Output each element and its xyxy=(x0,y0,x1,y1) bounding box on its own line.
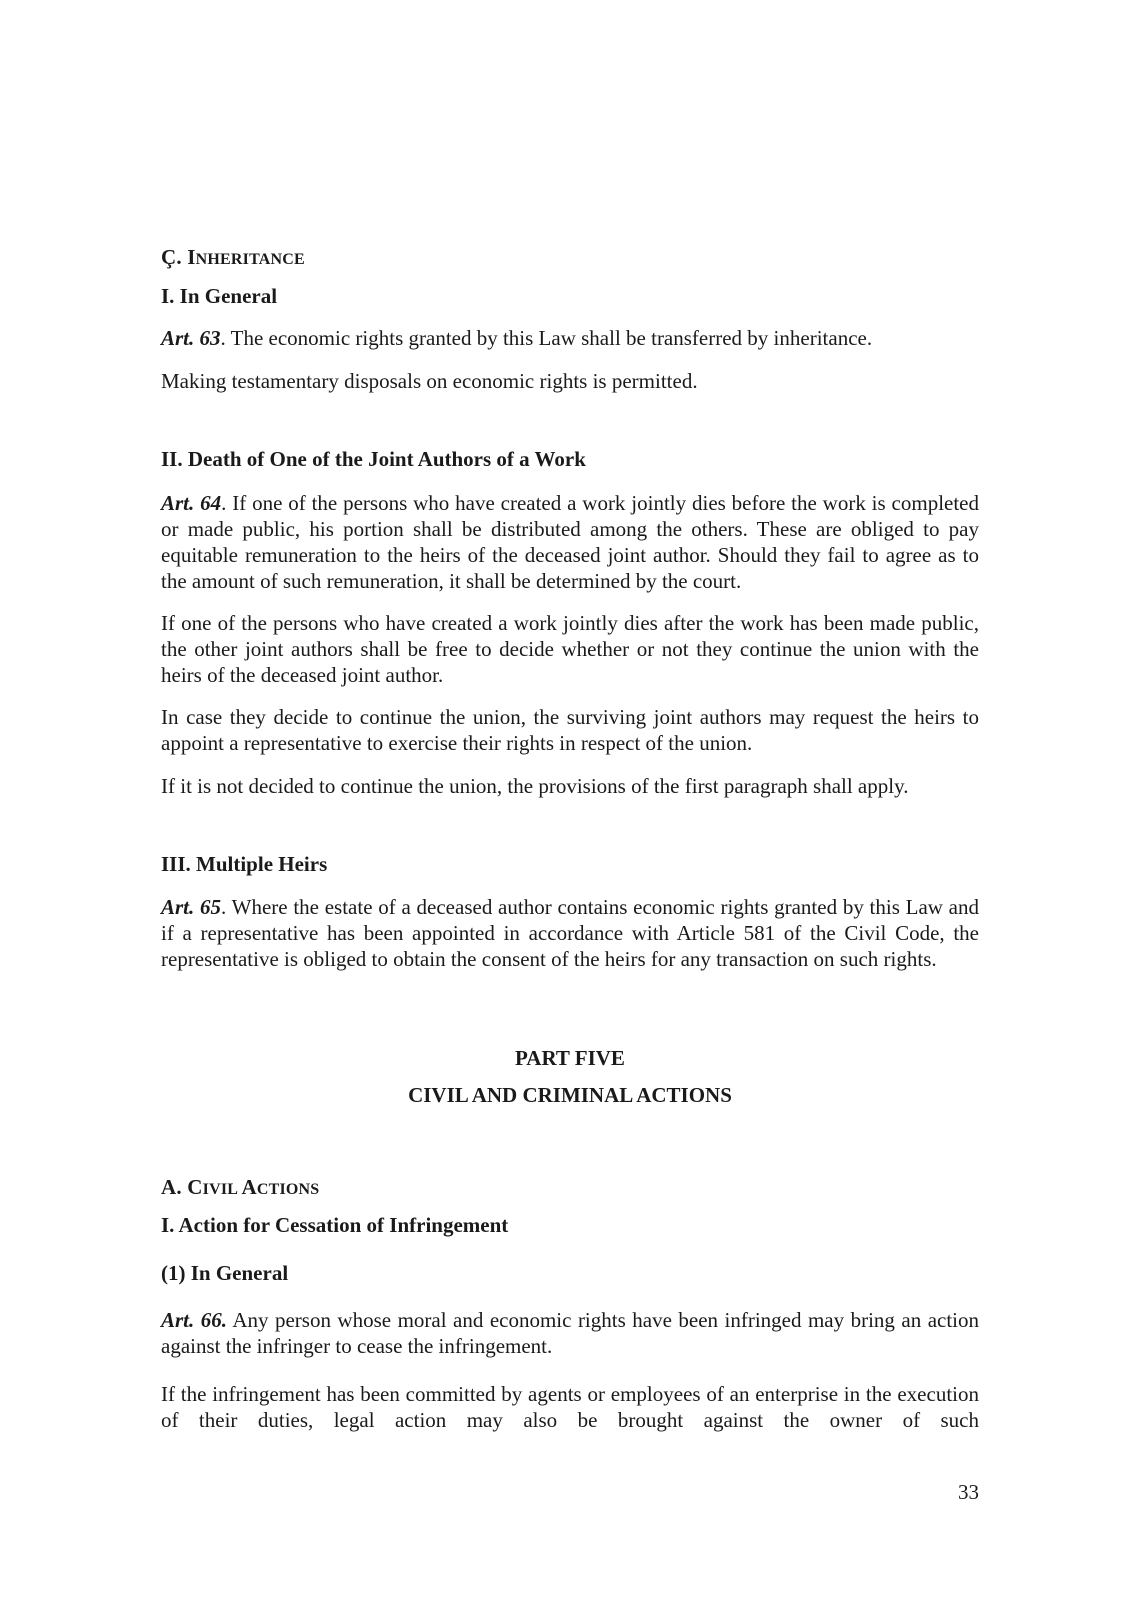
subheading-cessation: I. Action for Cessation of Infringement xyxy=(161,1213,509,1237)
article-64-paragraph-2: If one of the persons who have created a work jointly dies after the work has been made public, the other joint authors shall be free to decide whether or not they continue the union with the heirs of the deceased joint author. xyxy=(161,611,979,687)
article-66-paragraph-2: If the infringement has been committed by agents or employees of an enterprise in the execution of their duties, legal action may also be brought against the owner of such xyxy=(161,1382,979,1432)
part-title: PART FIVE xyxy=(515,1046,625,1070)
article-64-paragraph: Art. 64. If one of the persons who have created a work jointly dies before the work is completed or made public, his portion shall be distributed among the others. These are obliged to pay equitable remuneration to the heirs of the deceased joint author. Should they fail to agree as to the amount of such remuneration, it shall be determined by the court. xyxy=(161,491,980,593)
article-63-paragraph: Art. 63. The economic rights granted by this Law shall be transferred by inheritance. xyxy=(161,326,873,350)
subheading-in-general: I. In General xyxy=(161,284,278,308)
subheading-multiple-heirs: III. Multiple Heirs xyxy=(161,852,328,876)
part-subtitle: CIVIL AND CRIMINAL ACTIONS xyxy=(408,1083,732,1107)
article-64-paragraph-4: If it is not decided to continue the union, the provisions of the first paragraph shall apply. xyxy=(161,774,909,798)
article-64-paragraph-3: In case they decide to continue the union, the surviving joint authors may request the heirs to appoint a representative to exercise their rights in respect of the union. xyxy=(161,705,979,755)
article-66-paragraph: Art. 66. Any person whose moral and economic rights have been infringed may bring an action against the infringer to cease the infringement. xyxy=(161,1308,980,1358)
page-number: 33 xyxy=(958,1480,979,1504)
article-63-paragraph-2: Making testamentary disposals on economic rights is permitted. xyxy=(161,369,698,393)
subheading-death-joint-author: II. Death of One of the Joint Authors of a Work xyxy=(161,447,586,471)
section-heading-civil-actions: A. CIVIL ACTIONS xyxy=(161,1175,320,1199)
subheading-in-general-2: (1) In General xyxy=(161,1261,289,1285)
section-heading-inheritance: Ç. INHERITANCE xyxy=(161,245,305,269)
article-65-paragraph: Art. 65. Where the estate of a deceased author contains economic rights granted by this Law and if a representative has been appointed in accordance with Article 581 of the Civil Code, the representative is obliged to obtain the consent of the heirs for any transaction on such rights. xyxy=(161,895,980,971)
